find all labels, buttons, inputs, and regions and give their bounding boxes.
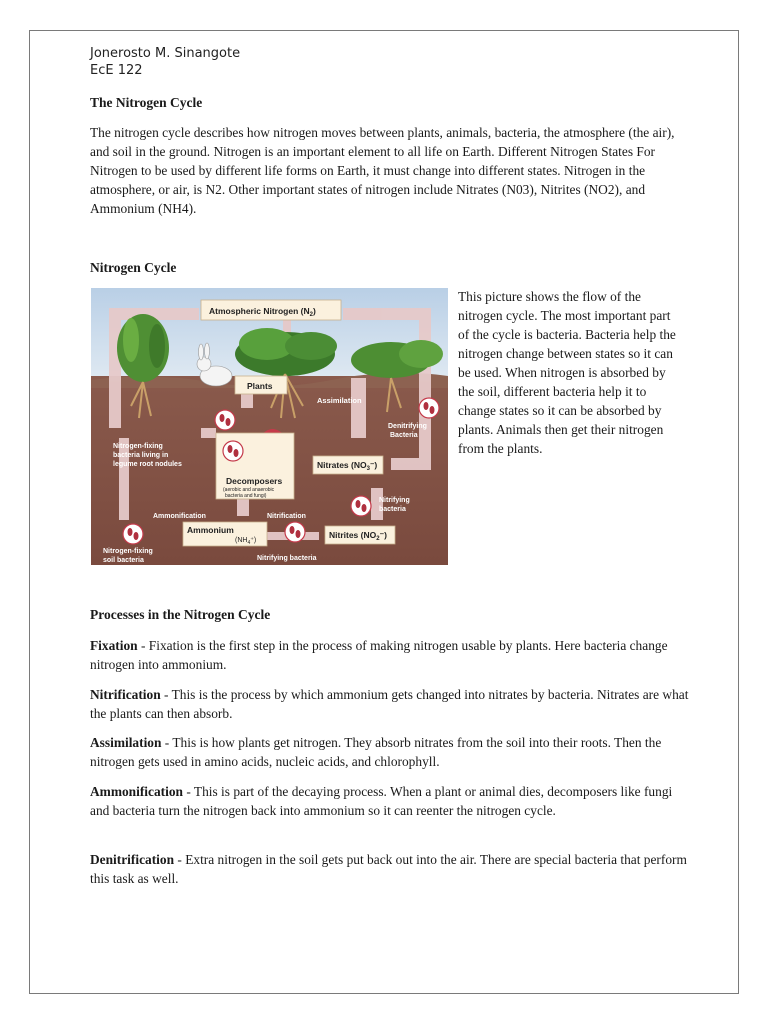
- nitrates-label: Nitrates $(NO_3^-)$: [317, 460, 378, 472]
- intro-paragraph: The nitrogen cycle describes how nitrogen moves between plants, animals, bacteria, the atmosphere (the air), and soil in the ground. Nitrogen is an important element to all life on Earth. Different Nitrogen States For Nitrogen to be used by different life forms on Earth, it must change into different states. Nitrogen in the atmosphere, or air, is N2. Other important states of nitrogen include Nitrates (N03), Nitrites (NO2), and Ammonium (NH4).: [90, 125, 675, 216]
- author-block: [90, 45, 240, 79]
- process-text: - Extra nitrogen in the soil gets put back out into the air. There are special bacteria that perform this task as well.: [90, 852, 687, 886]
- atmospheric-label: Atmospheric Nitrogen $(N_2)$: [209, 306, 316, 318]
- nitrifying-bottom-label: Nitrifying bacteria: [257, 555, 317, 562]
- decomposers-sublabel: (aerobic and anaerobic bacteria and fungi): [223, 487, 275, 499]
- ammonium-formula: $(NH_4^+)$: [235, 537, 257, 546]
- process-fixation: [90, 636, 690, 674]
- figure-caption: This picture shows the flow of the nitrogen cycle. The most important part of the cycle is bacteria. Bacteria help the nitrogen change between states so it can be used. When nitrogen is absorbed by the soil, different bacteria help it to change states so it can be absorbed by plants. Animals then get their nitrogen from the plants.: [458, 289, 676, 456]
- decomposers-label: Decomposers: [226, 476, 283, 486]
- process-text: - Fixation is the first step in the process of making nitrogen usable by plants. Here bacteria change nitrogen into ammonium.: [90, 638, 668, 672]
- nitrifying-label: Nitrifying bacteria: [379, 497, 410, 513]
- process-term: Denitrification: [90, 852, 175, 867]
- document-page: [29, 30, 739, 994]
- ammonium-label: Ammonium: [187, 525, 234, 535]
- assimilation-label: Assimilation: [317, 396, 362, 405]
- process-denitrification: [90, 850, 690, 888]
- process-assimilation: [90, 733, 690, 771]
- denitrifying-label: Denitrifying Bacteria: [388, 423, 427, 439]
- process-term: Nitrification: [90, 687, 161, 702]
- process-ammonification: [90, 782, 690, 820]
- process-term: Assimilation: [90, 735, 162, 750]
- document-title: The Nitrogen Cycle: [90, 95, 203, 110]
- nitrogen-cycle-diagram: [91, 288, 448, 565]
- nitrification-label: Nitrification: [267, 513, 306, 520]
- process-text: - This is how plants get nitrogen. They absorb nitrates from the soil into their roots. Then the nitrogen gets used in amino acids, nucleic acids, and chlorophyll.: [90, 735, 662, 769]
- ammonification-label: Ammonification: [153, 513, 206, 520]
- processes-heading: Processes in the Nitrogen Cycle: [90, 607, 271, 622]
- process-term: Fixation: [90, 638, 138, 653]
- author-name: Jonerosto M. Sinangote: [90, 46, 241, 61]
- process-term: Ammonification: [90, 784, 183, 799]
- course-code: EcE 122: [90, 63, 143, 78]
- nfix-legume-label: Nitrogen-fixing bacteria living in legume root nodules: [113, 443, 182, 468]
- figure-heading: Nitrogen Cycle: [90, 260, 177, 275]
- process-text: - This is part of the decaying process. When a plant or animal dies, decomposers like fungi and bacteria turn the nitrogen back into ammonium so it can reenter the nitrogen cycle.: [90, 784, 673, 818]
- plants-label: Plants: [247, 381, 273, 391]
- process-text: - This is the process by which ammonium gets changed into nitrates by bacteria. Nitrates are what the plants can then absorb.: [90, 687, 689, 721]
- nfix-soil-label: Nitrogen-fixing soil bacteria: [103, 548, 153, 564]
- process-nitrification: [90, 685, 690, 723]
- nitrites-label: Nitrites $(NO_2^-)$: [329, 530, 387, 542]
